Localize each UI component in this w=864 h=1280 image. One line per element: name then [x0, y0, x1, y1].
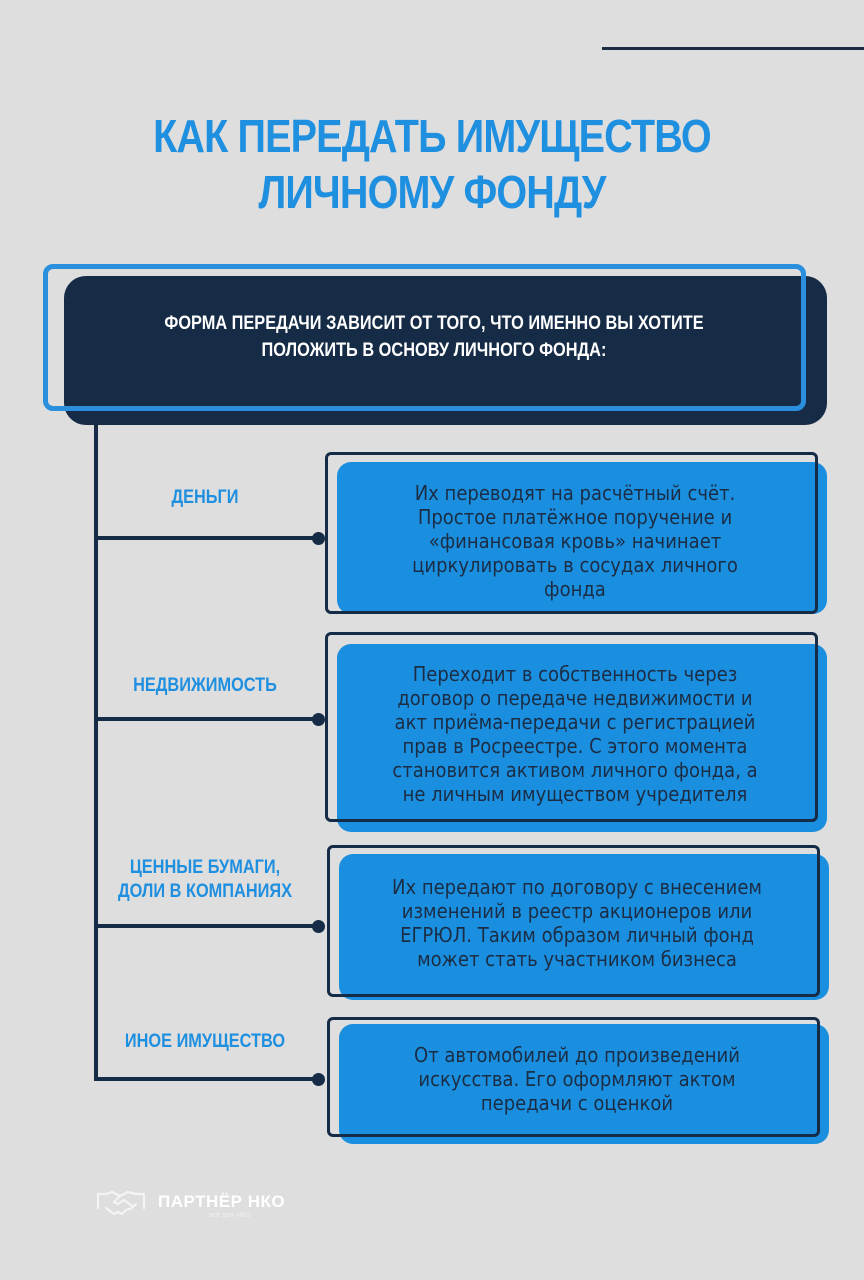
branch-dot-real-estate — [312, 713, 325, 726]
text-line: От автомобилей до произведений — [414, 1043, 740, 1067]
category-label: НЕДВИЖИМОСТЬ — [133, 675, 277, 696]
header-text-line-2: ПОЛОЖИТЬ В ОСНОВУ ЛИЧНОГО ФОНДА: — [261, 340, 607, 361]
header-text — [116, 310, 752, 364]
handshake-icon — [96, 1188, 146, 1216]
category-other — [106, 1030, 304, 1054]
category-real-estate — [106, 674, 304, 698]
branch-line-other — [94, 1077, 318, 1081]
text-line: Их передают по договору с внесением — [391, 875, 763, 899]
text-line: передачи с оценкой — [480, 1091, 674, 1115]
card-securities-text — [357, 875, 798, 971]
tree-trunk-line — [94, 425, 98, 1081]
title-line-1: КАК ПЕРЕДАТЬ ИМУЩЕСТВО — [153, 110, 711, 162]
branch-line-real-estate — [94, 717, 318, 721]
text-line: не личным имуществом учредителя — [402, 782, 748, 806]
category-securities — [106, 856, 304, 904]
text-line: становится активом личного фонда, а — [392, 758, 758, 782]
branch-dot-securities — [312, 920, 325, 933]
text-line: искусства. Его оформляют актом — [418, 1067, 736, 1091]
text-line: «финансовая кровь» начинает — [428, 529, 722, 553]
category-label: ИНОЕ ИМУЩЕСТВО — [124, 1031, 286, 1052]
text-line: Их переводят на расчётный счёт. — [414, 481, 736, 505]
category-money — [106, 486, 304, 510]
text-line: ЕГРЮЛ. Таким образом личный фонд — [400, 923, 754, 947]
text-line: изменений в реестр акционеров или — [401, 899, 753, 923]
text-line: акт приёма-передачи с регистрацией — [394, 710, 756, 734]
brand-name: ПАРТНЁР НКО — [158, 1192, 286, 1211]
category-label: ДОЛИ В КОМПАНИЯХ — [117, 881, 293, 902]
text-line: циркулировать в сосудах личного — [412, 553, 738, 577]
header-text-line-1: ФОРМА ПЕРЕДАЧИ ЗАВИСИТ ОТ ТОГО, ЧТО ИМЕННО ВЫ ХОТИТЕ — [164, 313, 704, 334]
card-money-text — [355, 481, 796, 601]
category-label: ЦЕННЫЕ БУМАГИ, — [129, 857, 281, 878]
page-title — [60, 108, 803, 220]
category-label: ДЕНЬГИ — [171, 487, 239, 508]
title-line-2: ЛИЧНОМУ ФОНДУ — [258, 166, 606, 218]
text-line: может стать участником бизнеса — [417, 947, 737, 971]
card-other-text — [357, 1043, 798, 1115]
brand-tagline: всё для НКО — [209, 1212, 251, 1219]
top-divider — [602, 47, 864, 50]
branch-line-securities — [94, 924, 318, 928]
branch-line-money — [94, 536, 318, 540]
card-real-estate-text — [355, 662, 796, 806]
branch-dot-other — [312, 1073, 325, 1086]
text-line: Переходит в собственность через — [412, 662, 738, 686]
text-line: договор о передаче недвижимости и — [397, 686, 753, 710]
branch-dot-money — [312, 532, 325, 545]
text-line: прав в Росреестре. С этого момента — [402, 734, 748, 758]
text-line: фонда — [544, 577, 606, 601]
text-line: Простое платёжное поручение и — [417, 505, 733, 529]
